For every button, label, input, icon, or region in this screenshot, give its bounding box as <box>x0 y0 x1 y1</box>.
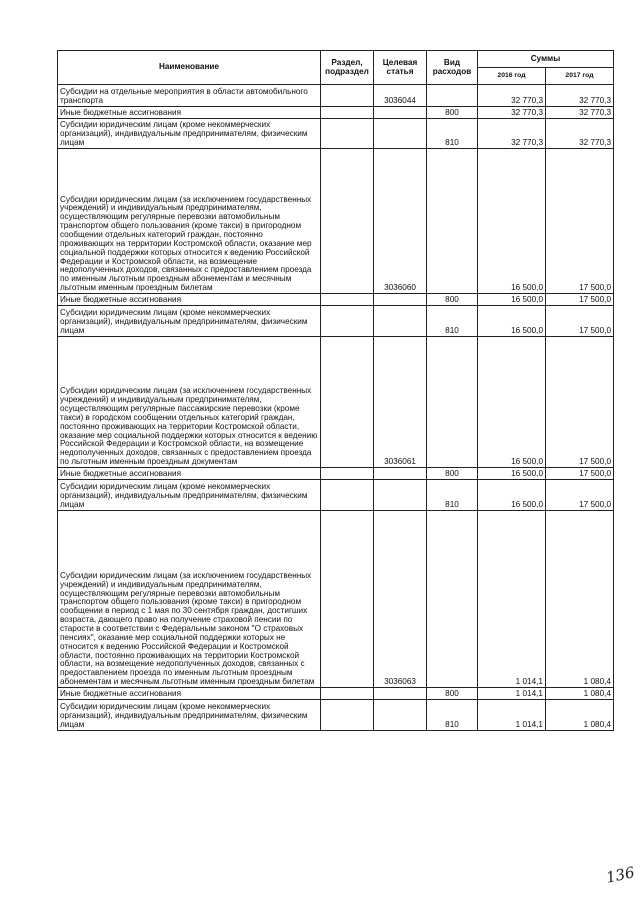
header-section: Раздел, подраздел <box>321 51 374 85</box>
row-article-cell <box>374 294 427 306</box>
row-section-cell <box>321 306 374 337</box>
table-row <box>58 85 614 107</box>
row-expense-type-cell: 810 <box>427 480 478 511</box>
row-article-cell <box>374 688 427 700</box>
row-article-cell: 3036060 <box>374 149 427 294</box>
row-name-cell: Субсидии юридическим лицам (кроме некоммерческих организаций), индивидуальным предпринимателям, физическим лицам <box>58 480 321 511</box>
header-year-2016: 2016 год <box>478 68 546 85</box>
table-row <box>58 294 614 306</box>
row-expense-type-cell: 800 <box>427 107 478 119</box>
row-expense-type-cell: 800 <box>427 468 478 480</box>
row-sum-2016-cell: 1 014,1 <box>478 688 546 700</box>
row-sum-2016-cell: 1 014,1 <box>478 511 546 688</box>
table-row <box>58 468 614 480</box>
row-sum-2017-cell: 32 770,3 <box>546 107 614 119</box>
row-sum-2017-cell: 32 770,3 <box>546 85 614 107</box>
row-name-cell: Субсидии на отдельные мероприятия в области автомобильного транспорта <box>58 85 321 107</box>
header-sums: Суммы <box>478 51 614 68</box>
row-section-cell <box>321 688 374 700</box>
row-expense-type-cell <box>427 337 478 468</box>
row-expense-type-cell: 800 <box>427 688 478 700</box>
row-sum-2016-cell: 1 014,1 <box>478 700 546 731</box>
row-section-cell <box>321 511 374 688</box>
table-row <box>58 700 614 731</box>
row-expense-type-cell <box>427 85 478 107</box>
row-section-cell <box>321 337 374 468</box>
table-row <box>58 480 614 511</box>
row-article-cell <box>374 700 427 731</box>
row-name-cell: Иные бюджетные ассигнования <box>58 688 321 700</box>
row-article-cell <box>374 306 427 337</box>
row-sum-2016-cell: 16 500,0 <box>478 337 546 468</box>
row-sum-2016-cell: 16 500,0 <box>478 306 546 337</box>
row-section-cell <box>321 700 374 731</box>
row-name-cell: Иные бюджетные ассигнования <box>58 107 321 119</box>
table-row <box>58 688 614 700</box>
row-article-cell: 3036061 <box>374 337 427 468</box>
row-name-cell: Иные бюджетные ассигнования <box>58 468 321 480</box>
row-section-cell <box>321 107 374 119</box>
row-name-cell: Субсидии юридическим лицам (кроме некоммерческих организаций), индивидуальным предпринимателям, физическим лицам <box>58 119 321 149</box>
header-expense-type: Вид расходов <box>427 51 478 85</box>
header-year-2017: 2017 год <box>546 68 614 85</box>
row-sum-2016-cell: 16 500,0 <box>478 468 546 480</box>
table-row <box>58 337 614 468</box>
table-header <box>58 51 614 85</box>
table-row <box>58 119 614 149</box>
row-expense-type-cell <box>427 149 478 294</box>
row-sum-2017-cell: 1 080,4 <box>546 511 614 688</box>
table-row <box>58 107 614 119</box>
row-sum-2017-cell: 1 080,4 <box>546 688 614 700</box>
table-body <box>58 85 614 731</box>
row-section-cell <box>321 480 374 511</box>
row-sum-2016-cell: 32 770,3 <box>478 119 546 149</box>
table-row <box>58 149 614 294</box>
row-sum-2017-cell: 17 500,0 <box>546 468 614 480</box>
row-section-cell <box>321 85 374 107</box>
row-name-cell: Субсидии юридическим лицам (кроме некоммерческих организаций), индивидуальным предпринимателям, физическим лицам <box>58 306 321 337</box>
row-sum-2017-cell: 17 500,0 <box>546 294 614 306</box>
row-sum-2017-cell: 17 500,0 <box>546 306 614 337</box>
row-sum-2016-cell: 32 770,3 <box>478 107 546 119</box>
row-sum-2017-cell: 17 500,0 <box>546 337 614 468</box>
row-name-cell: Субсидии юридическим лицам (за исключением государственных учреждений) и индивидуальным предпринимателям, осуществляющим регулярные пассажирские перевозки (кроме такси) в городском сообщении отдельных категорий граждан, постоянно проживающих на территории Костромской области, оказание мер социальной поддержки которых относится к ведению Российской Федерации и Костромской области, на возмещение недополученных доходов, связанных с предоставлением проезда по льготным именным проездным документам <box>58 337 321 468</box>
row-sum-2016-cell: 16 500,0 <box>478 294 546 306</box>
row-expense-type-cell: 800 <box>427 294 478 306</box>
row-name-cell: Иные бюджетные ассигнования <box>58 294 321 306</box>
table-row <box>58 511 614 688</box>
row-name-cell: Субсидии юридическим лицам (кроме некоммерческих организаций), индивидуальным предпринимателям, физическим лицам <box>58 700 321 731</box>
row-article-cell <box>374 119 427 149</box>
row-sum-2017-cell: 32 770,3 <box>546 119 614 149</box>
row-section-cell <box>321 119 374 149</box>
row-sum-2016-cell: 16 500,0 <box>478 480 546 511</box>
budget-table <box>57 50 614 731</box>
row-name-cell: Субсидии юридическим лицам (за исключением государственных учреждений) и индивидуальным предпринимателям, осуществляющим регулярные перевозки автомобильным транспортом общего пользования (кроме такси) в пригородном сообщении отдельных категорий граждан, постоянно проживающих на территории Костромской области, оказание мер социальной поддержки которых относится к ведению Российской Федерации и Костромской области, на возмещение недополученных доходов, связанных с предоставлением проезда по именным льготным проездным абонементам и месячным льготным именным проездным билетам <box>58 149 321 294</box>
row-article-cell <box>374 468 427 480</box>
row-section-cell <box>321 294 374 306</box>
row-article-cell <box>374 107 427 119</box>
row-sum-2017-cell: 17 500,0 <box>546 149 614 294</box>
row-sum-2017-cell: 17 500,0 <box>546 480 614 511</box>
row-sum-2016-cell: 32 770,3 <box>478 85 546 107</box>
row-sum-2017-cell: 1 080,4 <box>546 700 614 731</box>
row-sum-2016-cell: 16 500,0 <box>478 149 546 294</box>
header-article: Целевая статья <box>374 51 427 85</box>
row-name-cell: Субсидии юридическим лицам (за исключением государственных учреждений) и индивидуальным предпринимателям, осуществляющим регулярные перевозки автомобильным транспортом общего пользования (кроме такси) в пригородном сообщении в период с 1 мая по 30 сентября граждан, достигших возраста, дающего право на получение страховой пенсии по старости в соответствии с Федеральным законом "О страховых пенсиях", оказание мер социальной поддержки которых не относится к ведению Российской Федерации и Костромской области, постоянно проживающих на территории Костромской области, на возмещение недополученных доходов, связанных с предоставлением проезда по именным льготным проездным абонементам и месячным льготным именным проездным билетам <box>58 511 321 688</box>
row-expense-type-cell <box>427 511 478 688</box>
page-number: 136 <box>604 863 637 887</box>
row-section-cell <box>321 149 374 294</box>
row-expense-type-cell: 810 <box>427 306 478 337</box>
table-row <box>58 306 614 337</box>
row-article-cell <box>374 480 427 511</box>
row-expense-type-cell: 810 <box>427 119 478 149</box>
row-expense-type-cell: 810 <box>427 700 478 731</box>
row-section-cell <box>321 468 374 480</box>
header-name: Наименование <box>58 51 321 85</box>
row-article-cell: 3036063 <box>374 511 427 688</box>
row-article-cell: 3036044 <box>374 85 427 107</box>
